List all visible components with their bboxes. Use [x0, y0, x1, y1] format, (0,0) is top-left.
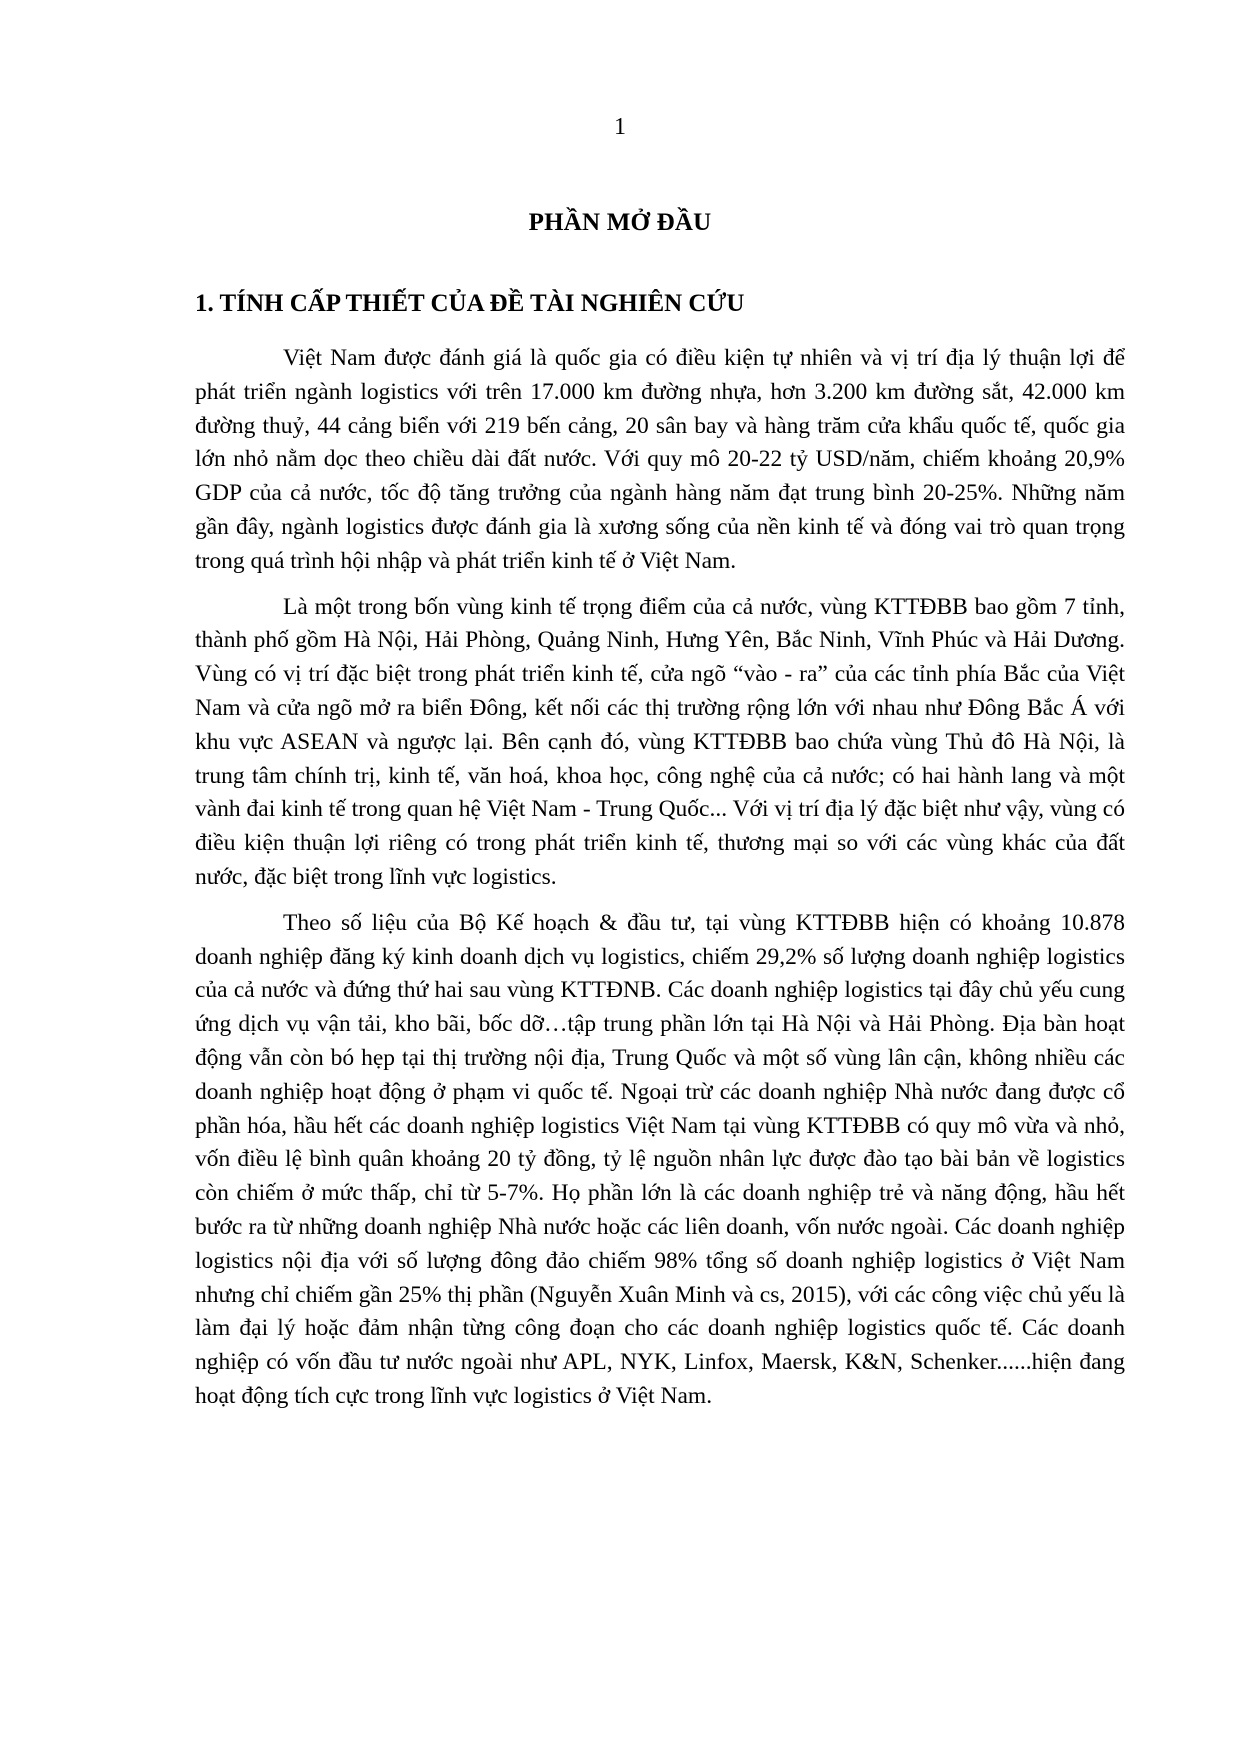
section-heading: 1. TÍNH CẤP THIẾT CỦA ĐỀ TÀI NGHIÊN CỨU [195, 290, 745, 317]
paragraph: Theo số liệu của Bộ Kế hoạch & đầu tư, tại vùng KTTĐBB hiện có khoảng 10.878 doanh nghiệp đăng ký kinh doanh dịch vụ logistics, chiếm 29,2% số lượng doanh nghiệp logistics của cả nước và đứng thứ hai sau vùng KTTĐNB. Các doanh nghiệp logistics tại đây chủ yếu cung ứng dịch vụ vận tải, kho bãi, bốc dỡ…tập trung phần lớn tại Hà Nội và Hải Phòng. Địa bàn hoạt động vẫn còn bó hẹp tại thị trường nội địa, Trung Quốc và một số vùng lân cận, không nhiều các doanh nghiệp hoạt động ở phạm vi quốc tế. Ngoại trừ các doanh nghiệp Nhà nước đang được cổ phần hóa, hầu hết các doanh nghiệp logistics Việt Nam tại vùng KTTĐBB có quy mô vừa và nhỏ, vốn điều lệ bình quân khoảng 20 tỷ đồng, tỷ lệ nguồn nhân lực được đào tạo bài bản về logistics còn chiếm ở mức thấp, chỉ từ 5-7%. Họ phần lớn là các doanh nghiệp trẻ và năng động, hầu hết bước ra từ những doanh nghiệp Nhà nước hoặc các liên doanh, vốn nước ngoài. Các doanh nghiệp logistics nội địa với số lượng đông đảo chiếm 98% tổng số doanh nghiệp logistics ở Việt Nam nhưng chỉ chiếm gần 25% thị phần (Nguyễn Xuân Minh và cs, 2015), với các công việc chủ yếu là làm đại lý hoặc đảm nhận từng công đoạn cho các doanh nghiệp logistics quốc tế. Các doanh nghiệp có vốn đầu tư nước ngoài như APL, NYK, Linfox, Maersk, K&N, Schenker......hiện đang hoạt động tích cực trong lĩnh vực logistics ở Việt Nam. [195, 909, 1125, 1409]
part-title: PHẦN MỞ ĐẦU [528, 209, 712, 236]
paragraph: Việt Nam được đánh giá là quốc gia có điều kiện tự nhiên và vị trí địa lý thuận lợi để phát triển ngành logistics với trên 17.000 km đường nhựa, hơn 3.200 km đường sắt, 42.000 km đường thuỷ, 44 cảng biển với 219 bến cảng, 20 sân bay và hàng trăm cửa khẩu quốc tế, quốc gia lớn nhỏ nằm dọc theo chiều dài đất nước. Với quy mô 20-22 tỷ USD/năm, chiếm khoảng 20,9% GDP của cả nước, tốc độ tăng trưởng của ngành hàng năm đạt trung bình 20-25%. Những năm gần đây, ngành logistics được đánh gia là xương sống của nền kinh tế và đóng vai trò quan trọng trong quá trình hội nhập và phát triển kinh tế ở Việt Nam. [195, 345, 1125, 574]
body-text [195, 342, 1125, 1426]
page-number: 1 [614, 114, 626, 140]
paragraph: Là một trong bốn vùng kinh tế trọng điểm của cả nước, vùng KTTĐBB bao gồm 7 tỉnh, thành phố gồm Hà Nội, Hải Phòng, Quảng Ninh, Hưng Yên, Bắc Ninh, Vĩnh Phúc và Hải Dương. Vùng có vị trí đặc biệt trong phát triển kinh tế, cửa ngõ “vào - ra” của các tỉnh phía Bắc của Việt Nam và cửa ngõ mở ra biển Đông, kết nối các thị trường rộng lớn với nhau như Đông Bắc Á với khu vực ASEAN và ngược lại. Bên cạnh đó, vùng KTTĐBB bao chứa vùng Thủ đô Hà Nội, là trung tâm chính trị, kinh tế, văn hoá, khoa học, công nghệ của cả nước; có hai hành lang và một vành đai kinh tế trong quan hệ Việt Nam - Trung Quốc... Với vị trí địa lý đặc biệt như vậy, vùng có điều kiện thuận lợi riêng có trong phát triển kinh tế, thương mại so với các vùng khác của đất nước, đặc biệt trong lĩnh vực logistics. [195, 593, 1125, 890]
